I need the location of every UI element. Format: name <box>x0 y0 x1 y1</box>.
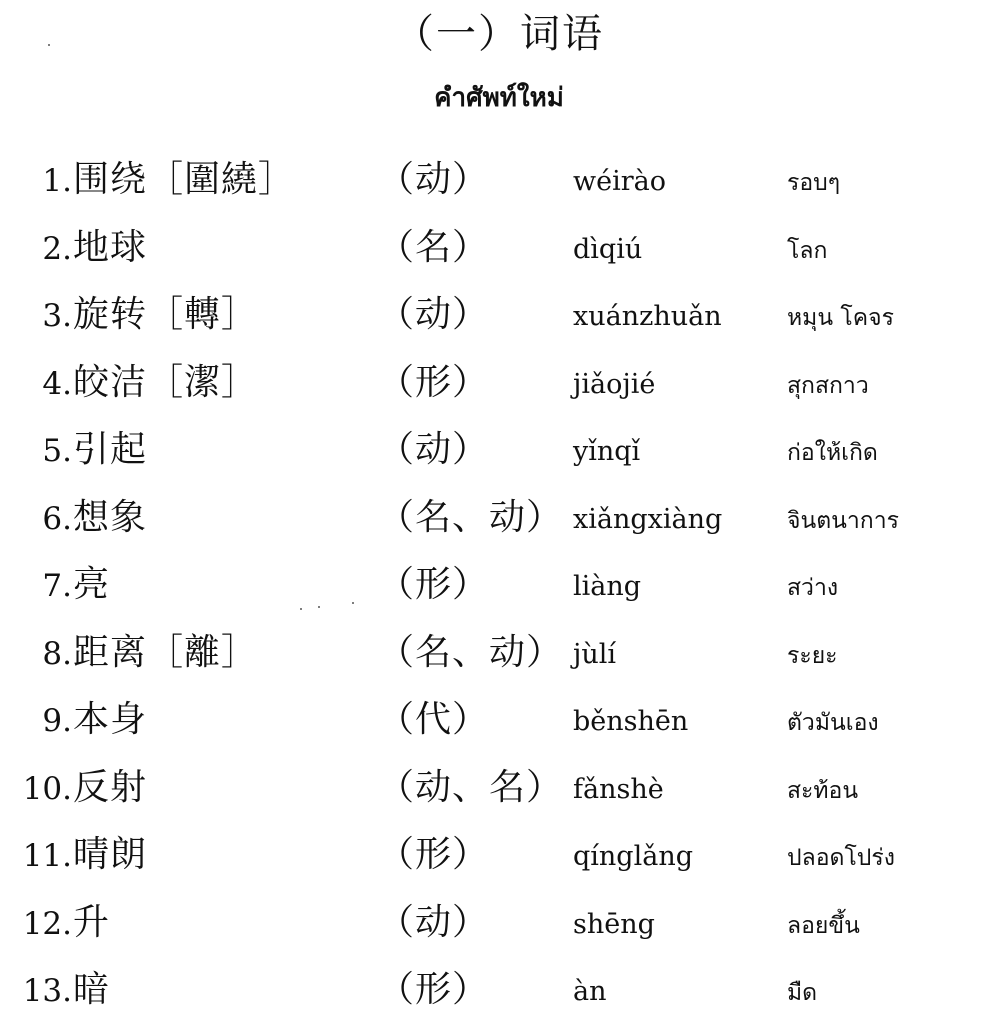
vocab-thai-meaning: ก่อให้เกิด <box>787 440 878 466</box>
vocab-row-12 <box>0 895 998 963</box>
vocab-part-of-speech: （形） <box>378 361 490 403</box>
vocabulary-list <box>0 152 998 1030</box>
vocab-number: 13. <box>22 973 72 1009</box>
vocab-word: 升 <box>73 901 111 943</box>
section-subtitle: คำศัพท์ใหม่ <box>434 83 564 113</box>
vocab-number: 5. <box>42 433 72 469</box>
vocab-thai-meaning: สว่าง <box>787 575 839 601</box>
vocab-word: 地球 <box>73 226 148 268</box>
vocab-word: 想象 <box>73 496 148 538</box>
vocab-row-4 <box>0 355 998 423</box>
vocab-row-9 <box>0 692 998 760</box>
vocab-number: 12. <box>22 905 72 942</box>
vocab-thai-meaning: ปลอดโปร่ง <box>787 845 895 871</box>
scan-speck <box>48 44 50 46</box>
vocab-word: 暗 <box>73 969 111 1010</box>
vocab-part-of-speech: （名、动） <box>378 496 564 538</box>
vocab-number: 10. <box>22 770 72 807</box>
vocab-part-of-speech: （动） <box>378 901 490 943</box>
vocab-row-7 <box>0 557 998 625</box>
vocab-pinyin: fǎnshè <box>573 773 664 805</box>
vocab-pinyin: qínglǎng <box>573 841 693 872</box>
vocab-pinyin: shēng <box>573 908 655 940</box>
vocab-thai-meaning: ระยะ <box>787 642 838 669</box>
vocab-number: 4. <box>42 365 72 402</box>
vocab-pinyin: jiǎojié <box>573 368 656 400</box>
vocab-row-13 <box>0 962 998 1030</box>
vocab-row-1 <box>0 152 998 220</box>
vocab-part-of-speech: （形） <box>378 834 490 875</box>
vocab-part-of-speech: （动） <box>378 294 490 335</box>
vocab-number: 2. <box>42 230 72 267</box>
vocab-part-of-speech: （形） <box>378 969 490 1010</box>
scan-speck <box>352 602 354 604</box>
vocab-part-of-speech: （动） <box>378 159 490 200</box>
vocab-number: 3. <box>42 298 72 334</box>
vocab-row-3 <box>0 287 998 355</box>
vocab-part-of-speech: （名、动） <box>378 631 564 673</box>
vocab-number: 8. <box>42 635 72 672</box>
vocab-word: 引起 <box>73 429 148 470</box>
vocab-word: 旋转［轉］ <box>73 294 259 335</box>
vocab-number: 1. <box>42 163 72 199</box>
vocab-number: 7. <box>42 568 72 604</box>
vocab-thai-meaning: ตัวมันเอง <box>787 710 879 736</box>
vocab-pinyin: jùlí <box>573 638 617 670</box>
vocab-word: 本身 <box>73 699 148 740</box>
vocab-part-of-speech: （名） <box>378 226 490 268</box>
vocab-thai-meaning: มืด <box>787 980 818 1006</box>
vocab-word: 晴朗 <box>73 834 148 875</box>
vocab-thai-meaning: รอบๆ <box>787 170 841 196</box>
vocab-pinyin: wéirào <box>573 166 666 197</box>
vocab-pinyin: dìqiú <box>573 233 643 265</box>
vocab-part-of-speech: （动、名） <box>378 766 564 808</box>
vocab-pinyin: àn <box>573 976 607 1007</box>
vocab-pinyin: yǐnqǐ <box>573 436 641 467</box>
vocab-row-5 <box>0 422 998 490</box>
vocab-number: 11. <box>22 838 72 874</box>
vocab-word: 距离［離］ <box>73 631 259 673</box>
vocab-pinyin: xuánzhuǎn <box>573 301 722 332</box>
vocab-pinyin: běnshēn <box>573 706 689 737</box>
section-title: （一）词语 <box>394 11 604 57</box>
vocab-thai-meaning: โลก <box>787 237 828 264</box>
vocab-row-2 <box>0 220 998 288</box>
vocab-number: 9. <box>42 703 72 739</box>
vocab-row-10 <box>0 760 998 828</box>
vocab-part-of-speech: （形） <box>378 564 490 605</box>
vocab-word: 皎洁［潔］ <box>73 361 259 403</box>
vocab-row-11 <box>0 827 998 895</box>
scan-speck <box>300 608 302 610</box>
vocab-part-of-speech: （代） <box>378 699 490 740</box>
vocab-thai-meaning: ลอยขึ้น <box>787 912 860 939</box>
vocab-thai-meaning: หมุน โคจร <box>787 305 894 331</box>
vocab-thai-meaning: สุกสกาว <box>787 372 869 399</box>
vocab-pinyin: xiǎngxiàng <box>573 503 723 535</box>
vocab-word: 亮 <box>73 564 111 605</box>
vocab-thai-meaning: สะท้อน <box>787 777 859 804</box>
vocab-word: 围绕［圍繞］ <box>73 159 296 200</box>
vocab-thai-meaning: จินตนาการ <box>787 507 899 534</box>
vocab-row-8 <box>0 625 998 693</box>
scan-speck <box>318 606 320 608</box>
vocab-number: 6. <box>42 500 72 537</box>
vocab-word: 反射 <box>73 766 148 808</box>
vocab-row-6 <box>0 490 998 558</box>
vocab-part-of-speech: （动） <box>378 429 490 470</box>
vocab-pinyin: liàng <box>573 571 642 602</box>
